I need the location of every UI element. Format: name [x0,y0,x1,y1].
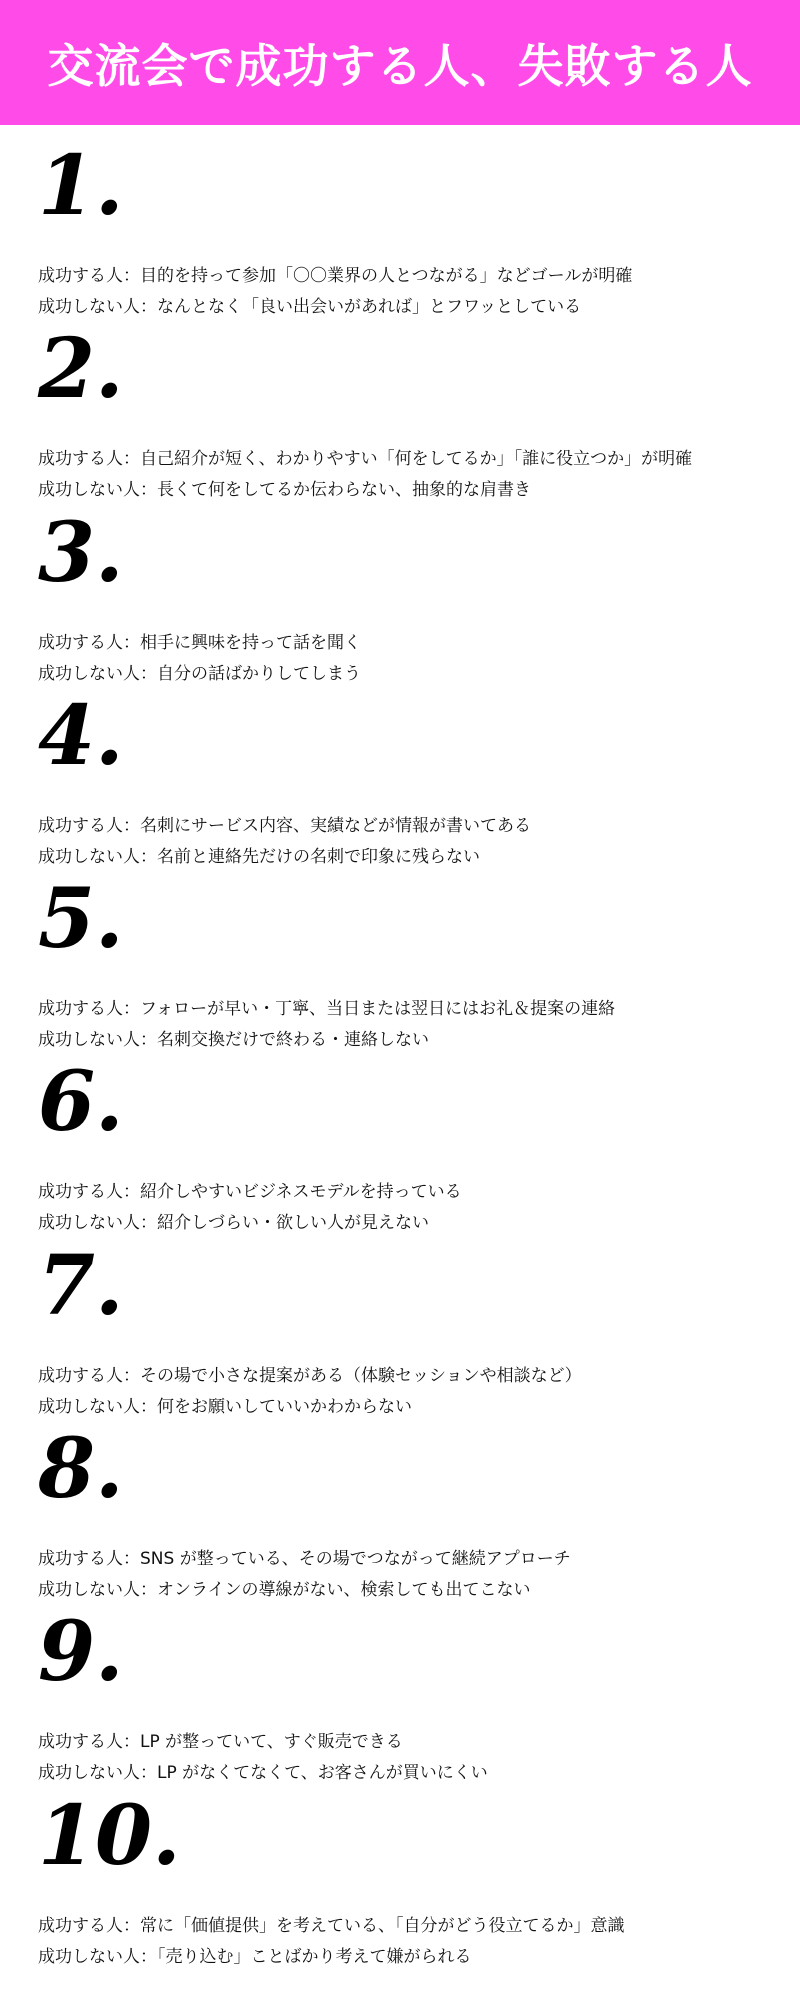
success-text: 成功する人：紹介しやすいビジネスモデルを持っている [38,1182,462,1202]
fail-text: 成功しない人：名前と連絡先だけの名刺で印象に残らない [38,847,480,867]
item-number: 10. [38,1788,181,1884]
page-title: 交流会で成功する人、失敗する人 [47,38,753,93]
list-item [38,138,778,318]
item-number: 3. [38,505,124,601]
fail-text: 成功しない人：「売り込む」ことばかり考えて嫌がられる [38,1947,472,1967]
item-number: 7. [38,1238,124,1334]
fail-text: 成功しない人：何をお願いしていいかわからない [38,1397,412,1417]
success-text: 成功する人：常に「価値提供」を考えている、「自分がどう役立てるか」意識 [38,1916,625,1936]
success-text: 成功する人：名刺にサービス内容、実績などが情報が書いてある [38,816,531,836]
header-banner [0,0,800,125]
fail-text: 成功しない人：自分の話ばかりしてしまう [38,664,361,684]
list-item [38,1421,778,1601]
list-item [38,1054,778,1234]
item-number: 9. [38,1604,124,1700]
success-text: 成功する人：自己紹介が短く、わかりやすい「何をしてるか」「誰に役立つか」が明確 [38,449,693,469]
fail-text: 成功しない人：名刺交換だけで終わる・連絡しない [38,1030,429,1050]
success-text: 成功する人：相手に興味を持って話を聞く [38,633,361,653]
list-item [38,321,778,501]
fail-text: 成功しない人：長くて何をしてるか伝わらない、抽象的な肩書き [38,480,531,500]
item-number: 2. [38,321,124,417]
list-item [38,505,778,685]
item-number: 8. [38,1421,124,1517]
fail-text: 成功しない人：なんとなく「良い出会いがあれば」とフワッとしている [38,297,582,317]
item-number: 4. [38,688,124,784]
fail-text: 成功しない人：オンラインの導線がない、検索しても出てこない [38,1580,531,1600]
list-item [38,1238,778,1418]
item-number: 5. [38,871,124,967]
success-text: 成功する人：その場で小さな提案がある（体験セッションや相談など） [38,1366,582,1386]
fail-text: 成功しない人：紹介しづらい・欲しい人が見えない [38,1213,429,1233]
success-text: 成功する人：LP が整っていて、すぐ販売できる [38,1732,403,1752]
fail-text: 成功しない人：LP がなくてなくて、お客さんが買いにくい [38,1763,488,1783]
success-text: 成功する人：SNS が整っている、その場でつながって継続アプローチ [38,1549,571,1569]
success-text: 成功する人：目的を持って参加「〇〇業界の人とつながる」などゴールが明確 [38,266,633,286]
list-item [38,1788,778,1968]
success-text: 成功する人：フォローが早い・丁寧、当日または翌日にはお礼＆提案の連絡 [38,999,616,1019]
item-number: 1. [38,138,124,234]
list-item [38,688,778,868]
item-number: 6. [38,1054,124,1150]
list-item [38,871,778,1051]
list-item [38,1604,778,1784]
